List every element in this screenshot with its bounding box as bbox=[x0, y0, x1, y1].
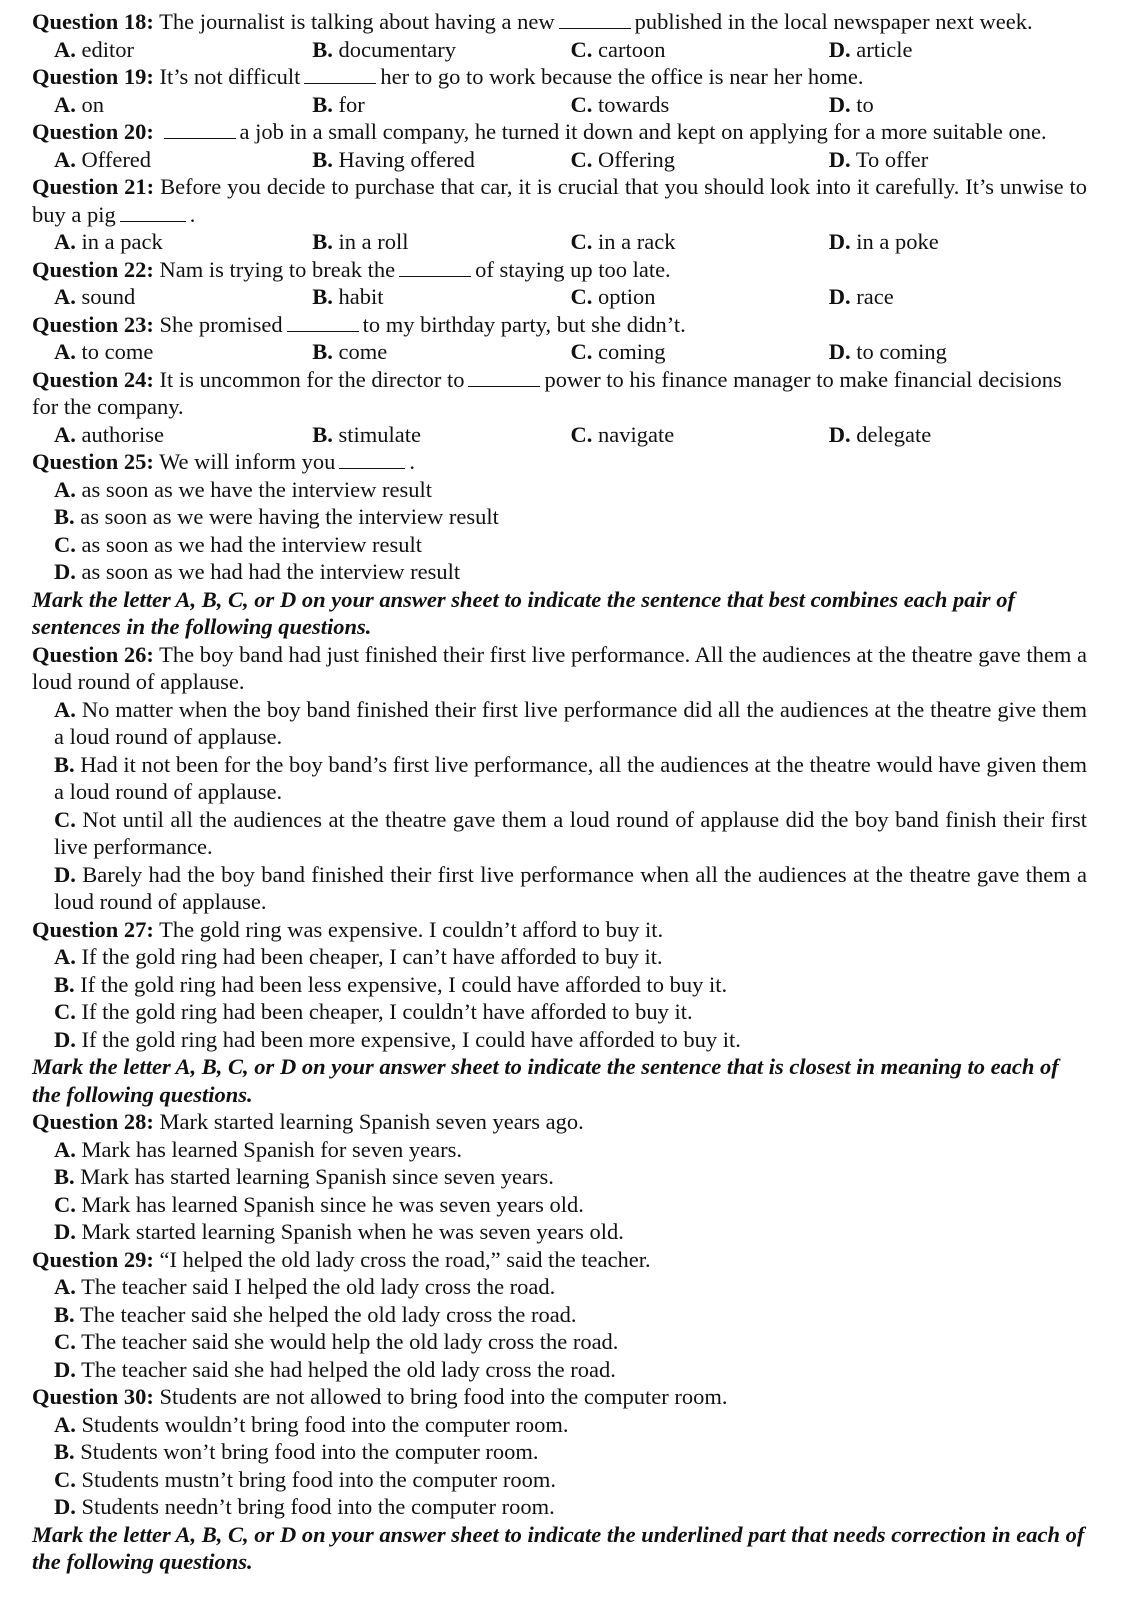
answer-blank bbox=[287, 313, 359, 332]
option-c[interactable]: C. as soon as we had the interview result bbox=[54, 531, 423, 557]
options-25 bbox=[32, 476, 1087, 586]
question-text: The gold ring was expensive. I couldn’t afford to buy it. bbox=[159, 916, 664, 942]
question-text-before: It’s not difficult bbox=[159, 64, 301, 89]
option-c[interactable]: C. navigate bbox=[570, 421, 675, 447]
option-a[interactable]: A. Students wouldn’t bring food into the computer room. bbox=[54, 1411, 569, 1437]
section-instruction-correction: Mark the letter A, B, C, or D on your answer sheet to indicate the underlined part that needs correction in each of the following questions. bbox=[32, 1521, 1085, 1574]
option-c[interactable]: C. Students mustn’t bring food into the computer room. bbox=[54, 1466, 557, 1492]
option-b[interactable]: B. Had it not been for the boy band’s first live performance, all the audiences at the theatre would have given them a loud round of applause. bbox=[54, 751, 1087, 804]
question-number: Question 21: bbox=[32, 174, 155, 199]
question-text: The boy band had just finished their first live performance. All the audiences at the theatre gave them a loud round of applause. bbox=[32, 641, 1088, 694]
question-21 bbox=[32, 173, 1087, 228]
option-b[interactable]: B. as soon as we were having the interview result bbox=[54, 504, 499, 529]
question-30 bbox=[32, 1383, 1087, 1411]
answer-blank bbox=[339, 450, 405, 469]
option-c[interactable]: C. The teacher said she would help the old lady cross the road. bbox=[54, 1329, 619, 1354]
option-a[interactable]: A. No matter when the boy band finished their first live performance did all the audiences at the theatre give them a loud round of applause. bbox=[54, 696, 1087, 749]
option-d[interactable]: D. To offer bbox=[828, 146, 929, 172]
question-number: Question 22: bbox=[32, 256, 154, 282]
question-text-after: published in the local newspaper next week. bbox=[634, 9, 1033, 34]
section-instruction-combine: Mark the letter A, B, C, or D on your answer sheet to indicate the sentence that best combines each pair of sentences in the following questions. bbox=[32, 586, 1015, 639]
question-number: Question 27: bbox=[32, 916, 154, 942]
answer-blank bbox=[468, 368, 540, 387]
question-number: Question 20: bbox=[32, 119, 154, 144]
question-29 bbox=[32, 1246, 1087, 1274]
question-text-before: It is uncommon for the director to bbox=[159, 366, 465, 392]
option-d[interactable]: D. Barely had the boy band finished their first live performance when all the audiences at the theatre gave them a loud round of applause. bbox=[54, 861, 1088, 914]
question-text-after: . bbox=[189, 201, 196, 227]
question-text-after: a job in a small company, he turned it down and kept on applying for a more suitable one. bbox=[239, 119, 1047, 144]
option-b[interactable]: B. for bbox=[312, 91, 365, 117]
options-20 bbox=[32, 146, 1087, 174]
option-a[interactable]: A. The teacher said I helped the old lady cross the road. bbox=[54, 1274, 556, 1299]
question-text-before: Nam is trying to break the bbox=[159, 256, 396, 282]
option-b[interactable]: B. Having offered bbox=[312, 146, 475, 172]
question-number: Question 28: bbox=[32, 1109, 154, 1134]
option-b[interactable]: B. in a roll bbox=[312, 229, 409, 254]
question-24 bbox=[32, 366, 1087, 421]
question-text-after: power to his finance manager to make financial decisions for the company. bbox=[32, 366, 1062, 419]
question-number: Question 18: bbox=[32, 9, 154, 34]
option-a[interactable]: A. If the gold ring had been cheaper, I can’t have afforded to buy it. bbox=[54, 944, 663, 969]
option-d[interactable]: D. race bbox=[828, 284, 894, 309]
option-b[interactable]: B. documentary bbox=[312, 36, 456, 62]
option-c[interactable]: C. Mark has learned Spanish since he was seven years old. bbox=[54, 1191, 584, 1217]
question-text-before: She promised bbox=[159, 311, 283, 337]
option-a[interactable]: A. as soon as we have the interview result bbox=[54, 476, 433, 502]
question-text-before: We will inform you bbox=[159, 449, 336, 474]
question-number: Question 30: bbox=[32, 1384, 154, 1409]
question-text-before: Before you decide to purchase that car, it is crucial that you should look into it carefully. It’s unwise to buy a pig bbox=[32, 174, 1088, 227]
option-d[interactable]: D. to coming bbox=[828, 339, 947, 364]
option-c[interactable]: C. towards bbox=[570, 91, 670, 117]
option-a[interactable]: A. Offered bbox=[54, 146, 152, 172]
option-d[interactable]: D. in a poke bbox=[828, 229, 939, 254]
option-d[interactable]: D. delegate bbox=[828, 421, 932, 447]
option-a[interactable]: A. sound bbox=[54, 284, 136, 309]
section-instruction-closest: Mark the letter A, B, C, or D on your answer sheet to indicate the sentence that is closest in meaning to each of the following questions. bbox=[32, 1054, 1059, 1107]
option-a[interactable]: A. Mark has learned Spanish for seven years. bbox=[54, 1136, 463, 1162]
option-a[interactable]: A. to come bbox=[54, 339, 154, 364]
option-b[interactable]: B. Mark has started learning Spanish since seven years. bbox=[54, 1164, 554, 1189]
options-18 bbox=[32, 36, 1087, 64]
question-text: “I helped the old lady cross the road,” said the teacher. bbox=[159, 1246, 651, 1272]
option-b[interactable]: B. habit bbox=[312, 284, 384, 309]
question-23 bbox=[32, 311, 1087, 339]
option-c[interactable]: C. If the gold ring had been cheaper, I couldn’t have afforded to buy it. bbox=[54, 999, 693, 1024]
question-25 bbox=[32, 448, 1087, 476]
question-text: Students are not allowed to bring food into the computer room. bbox=[159, 1384, 728, 1409]
answer-blank bbox=[304, 65, 376, 84]
question-text-after: . bbox=[409, 449, 416, 474]
question-number: Question 23: bbox=[32, 311, 154, 337]
option-c[interactable]: C. cartoon bbox=[570, 36, 666, 62]
options-23 bbox=[32, 338, 1087, 366]
question-27 bbox=[32, 916, 1087, 944]
option-d[interactable]: D. The teacher said she had helped the old lady cross the road. bbox=[54, 1356, 616, 1382]
option-c[interactable]: C. in a rack bbox=[570, 229, 676, 254]
options-24 bbox=[32, 421, 1087, 449]
option-a[interactable]: A. editor bbox=[54, 36, 134, 62]
options-19 bbox=[32, 91, 1087, 119]
question-text-after: to my birthday party, but she didn’t. bbox=[362, 311, 686, 337]
answer-blank bbox=[559, 10, 631, 29]
option-a[interactable]: A. in a pack bbox=[54, 229, 163, 254]
option-a[interactable]: A. authorise bbox=[54, 421, 164, 447]
question-text-before: The journalist is talking about having a new bbox=[159, 9, 555, 34]
options-22 bbox=[32, 283, 1087, 311]
option-d[interactable]: D. to bbox=[828, 91, 874, 117]
option-b[interactable]: B. come bbox=[312, 339, 388, 364]
option-d[interactable]: D. article bbox=[828, 36, 913, 62]
option-d[interactable]: D. as soon as we had had the interview result bbox=[54, 559, 461, 584]
answer-blank bbox=[120, 203, 186, 222]
question-19 bbox=[32, 63, 1087, 91]
option-d[interactable]: D. Students needn’t bring food into the computer room. bbox=[54, 1494, 555, 1519]
question-text: Mark started learning Spanish seven years ago. bbox=[159, 1109, 584, 1134]
question-28 bbox=[32, 1108, 1087, 1136]
option-d[interactable]: D. Mark started learning Spanish when he was seven years old. bbox=[54, 1219, 624, 1244]
option-b[interactable]: B. If the gold ring had been less expensive, I could have afforded to buy it. bbox=[54, 971, 728, 997]
answer-blank bbox=[399, 258, 471, 277]
question-18 bbox=[32, 8, 1087, 36]
question-22 bbox=[32, 256, 1087, 284]
question-26 bbox=[32, 641, 1087, 696]
question-20 bbox=[32, 118, 1087, 146]
question-number: Question 26: bbox=[32, 641, 154, 667]
question-number: Question 19: bbox=[32, 64, 154, 89]
question-number: Question 25: bbox=[32, 449, 154, 474]
option-b[interactable]: B. The teacher said she helped the old lady cross the road. bbox=[54, 1301, 577, 1327]
option-b[interactable]: B. stimulate bbox=[312, 421, 422, 447]
option-d[interactable]: D. If the gold ring had been more expensive, I could have afforded to buy it. bbox=[54, 1026, 741, 1052]
question-text-after: her to go to work because the office is near her home. bbox=[380, 64, 864, 89]
options-21 bbox=[32, 228, 1087, 256]
option-c[interactable]: C. coming bbox=[570, 339, 666, 364]
question-text-after: of staying up too late. bbox=[475, 256, 671, 282]
answer-blank bbox=[164, 120, 236, 139]
option-a[interactable]: A. on bbox=[54, 91, 104, 117]
question-number: Question 29: bbox=[32, 1246, 154, 1272]
option-b[interactable]: B. Students won’t bring food into the computer room. bbox=[54, 1439, 539, 1464]
option-c[interactable]: C. option bbox=[570, 284, 656, 309]
question-number: Question 24: bbox=[32, 366, 154, 392]
option-c[interactable]: C. Offering bbox=[570, 146, 676, 172]
option-c[interactable]: C. Not until all the audiences at the theatre gave them a loud round of applause did the boy band finish their first live performance. bbox=[54, 806, 1087, 859]
